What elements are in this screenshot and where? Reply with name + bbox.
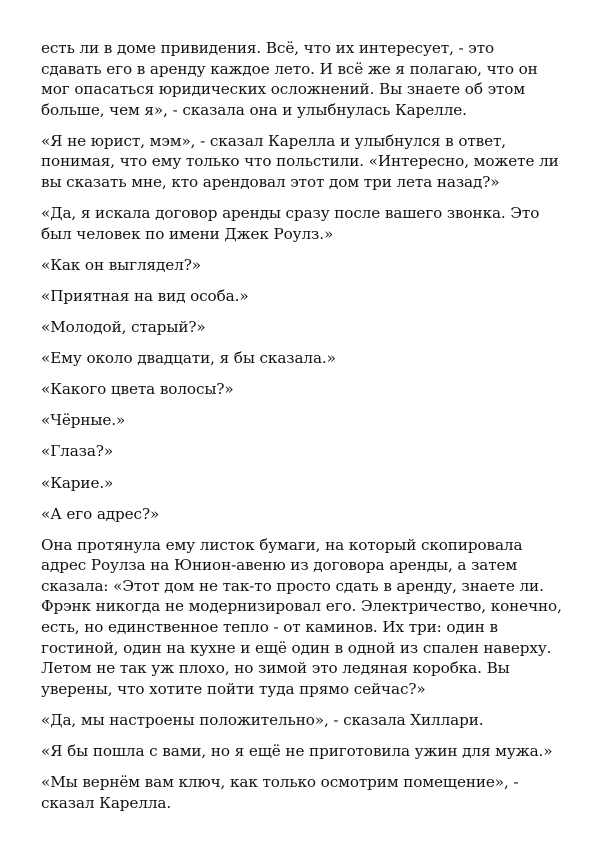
text-line: больше, чем я», - сказала она и улыбнулась Карелле. — [41, 100, 467, 119]
text-line: «Я не юрист, мэм», - сказал Карелла и улыбнулся в ответ, — [41, 131, 507, 150]
text-line: Летом не так уж плохо, но зимой это ледяная коробка. Вы — [41, 659, 510, 678]
text-line: «Какого цвета волосы?» — [41, 380, 234, 399]
text-line: Она протянула ему листок бумаги, на который скопировала — [41, 535, 523, 554]
text-line: понимая, что ему только что польстили. «Интересно, можете ли — [41, 152, 559, 171]
paragraph — [41, 772, 560, 813]
text-line: Фрэнк никогда не модернизировал его. Электричество, конечно, — [41, 597, 562, 616]
text-line: «Как он выглядел?» — [41, 255, 201, 274]
text-line: «Я бы пошла с вами, но я ещё не приготовила ужин для мужа.» — [41, 742, 553, 761]
text-line: гостиной, один на кухне и ещё один в одной из спален наверху. — [41, 638, 552, 657]
paragraph — [41, 710, 560, 731]
paragraph — [41, 441, 560, 462]
paragraph — [41, 535, 560, 700]
paragraph — [41, 473, 560, 494]
text-line: «Приятная на вид особа.» — [41, 286, 249, 305]
paragraph — [41, 131, 560, 193]
text-line: есть ли в доме привидения. Всё, что их интересует, - это — [41, 39, 495, 57]
text-line: «Карие.» — [41, 473, 114, 492]
text-line: «Глаза?» — [41, 442, 114, 461]
document-body — [41, 38, 560, 813]
text-line: сказала: «Этот дом не так-то просто сдать в аренду, знаете ли. — [41, 576, 544, 595]
text-line: «Молодой, старый?» — [41, 318, 206, 337]
paragraph — [41, 255, 560, 276]
paragraph — [41, 379, 560, 400]
text-line: «А его адрес?» — [41, 504, 160, 523]
text-line: был человек по имени Джек Роулз.» — [41, 224, 334, 243]
text-line: сдавать его в аренду каждое лето. И всё же я полагаю, что он — [41, 59, 538, 78]
text-line: «Мы вернём вам ключ, как только осмотрим помещение», - — [41, 773, 519, 792]
text-line: «Чёрные.» — [41, 411, 126, 430]
text-line: уверены, что хотите пойти туда прямо сейчас?» — [41, 679, 426, 698]
paragraph — [41, 286, 560, 307]
text-line: вы сказать мне, кто арендовал этот дом три лета назад?» — [41, 173, 500, 192]
paragraph — [41, 348, 560, 369]
text-line: адрес Роулза на Юнион-авеню из договора аренды, а затем — [41, 556, 518, 575]
text-line: «Да, я искала договор аренды сразу после вашего звонка. Это — [41, 204, 540, 223]
paragraph — [41, 203, 560, 244]
paragraph — [41, 504, 560, 525]
text-line: мог опасаться юридических осложнений. Вы знаете об этом — [41, 80, 526, 99]
paragraph — [41, 410, 560, 431]
text-line: «Да, мы настроены положительно», - сказала Хиллари. — [41, 710, 484, 729]
text-line: сказал Карелла. — [41, 793, 172, 812]
paragraph — [41, 317, 560, 338]
text-line: «Ему около двадцати, я бы сказала.» — [41, 349, 336, 368]
paragraph — [41, 741, 560, 762]
paragraph — [41, 38, 560, 120]
text-line: есть, но единственное тепло - от каминов. Их три: один в — [41, 618, 498, 637]
